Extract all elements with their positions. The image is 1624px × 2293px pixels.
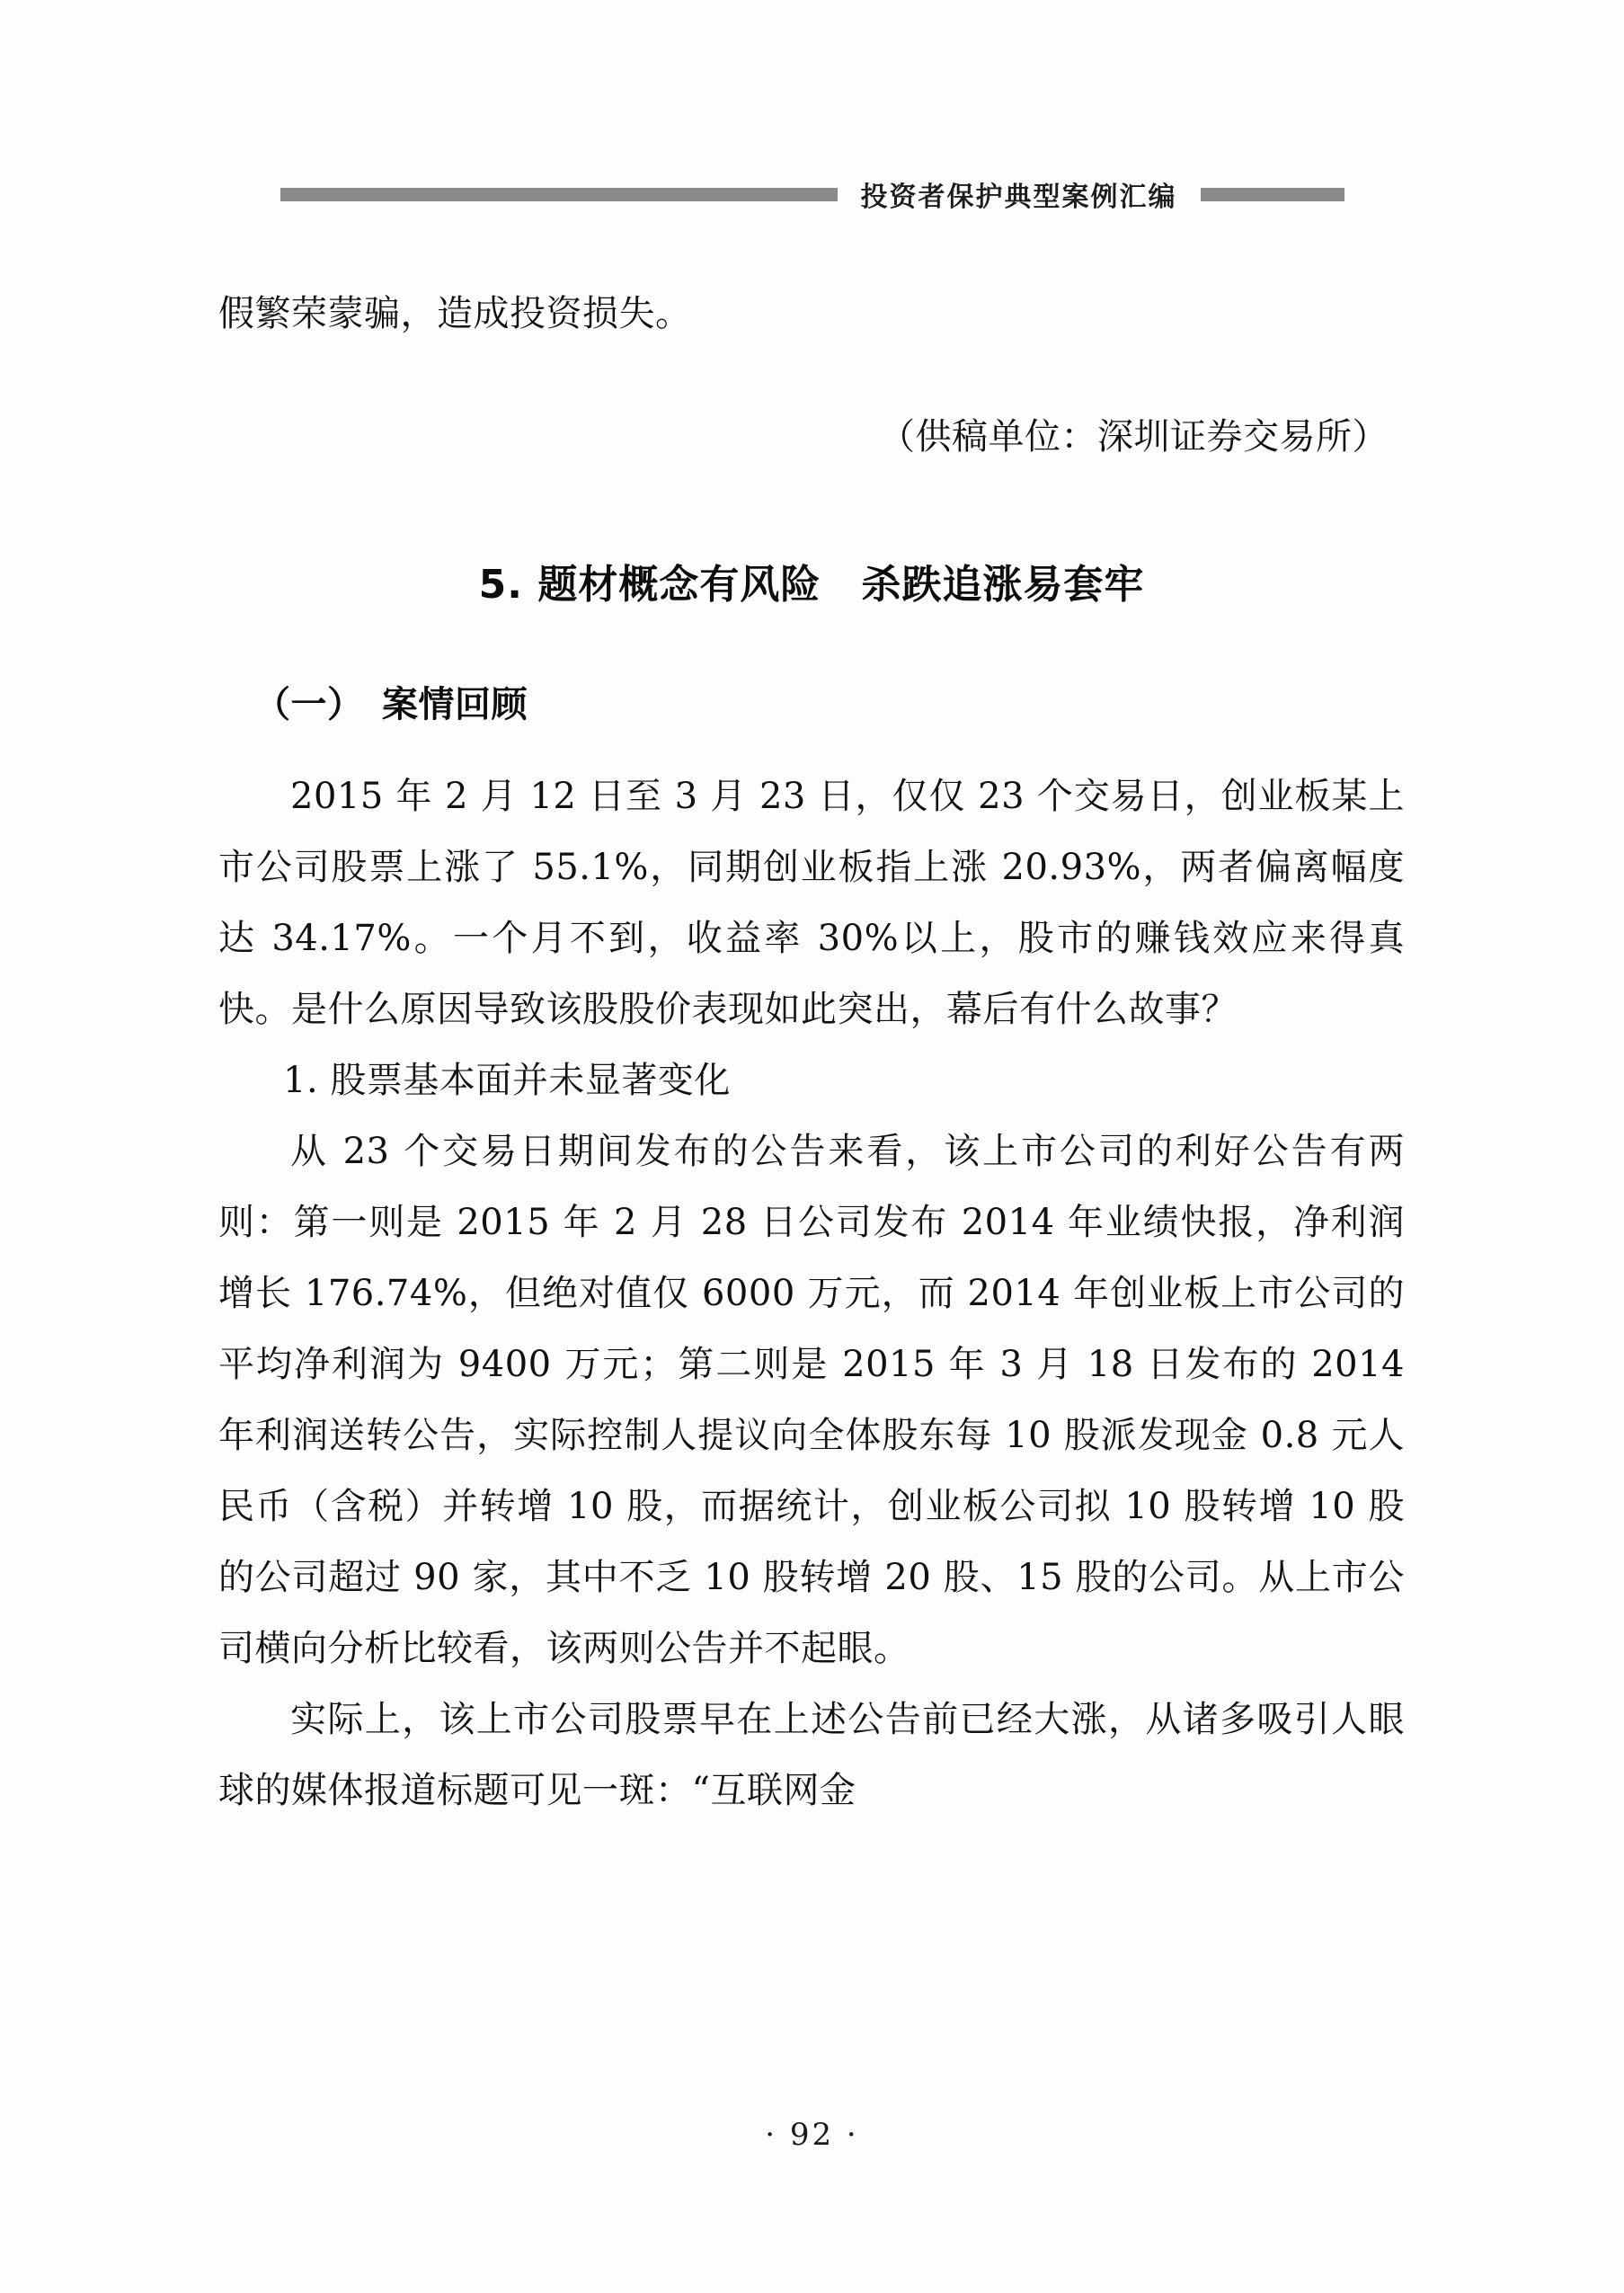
header-rule-right	[1201, 188, 1344, 201]
subsection-title: （一） 案情回顾	[254, 684, 528, 725]
header-title: 投资者保护典型案例汇编	[860, 182, 1177, 213]
paragraph-2: 从 23 个交易日期间发布的公告来看，该上市公司的利好公告有两则：第一则是 2015 年 2 月 28 日公司发布 2014 年业绩快报，净利润增长 176.74%，但绝对值仅 6000 万元，而 2014 年创业板上市公司的平均净利润为 9400 万元；第二则是 2015 年 3 月 18 日发布的 2014 年利润送转公告，实际控制人提议向全体股东每 10 股派发现金 0.8 元人民币（含税）并转增 10 股，而据统计，创业板公司拟 10 股转增 10 股的公司超过 90 家，其中不乏 10 股转增 20 股、15 股的公司。从上市公司横向分析比较看，该两则公告并不起眼。	[218, 1131, 1405, 1669]
paragraph-1: 2015 年 2 月 12 日至 3 月 23 日，仅仅 23 个交易日，创业板某上市公司股票上涨了 55.1%，同期创业板指上涨 20.93%，两者偏离幅度达 34.17%。一个月不到，收益率 30%以上，股市的赚钱效应来得真快。是什么原因导致该股股价表现如此突出，幕后有什么故事？	[218, 776, 1405, 1030]
continued-paragraph: 假繁荣蒙骗，造成投资损失。	[218, 293, 692, 334]
list-item-1: 1. 股票基本面并未显著变化	[283, 1060, 731, 1101]
page-number: · 92 ·	[765, 2117, 859, 2153]
running-header	[0, 176, 1624, 212]
page-content	[218, 279, 1405, 1826]
source-attribution: （供稿单位：深圳证券交易所）	[879, 416, 1389, 458]
section-title: 5. 题材概念有风险 杀跌追涨易套牢	[478, 562, 1145, 608]
header-rule-left	[280, 188, 838, 201]
paragraph-3: 实际上，该上市公司股票早在上述公告前已经大涨，从诸多吸引人眼球的媒体报道标题可见一斑：“互联网金	[218, 1699, 1405, 1811]
